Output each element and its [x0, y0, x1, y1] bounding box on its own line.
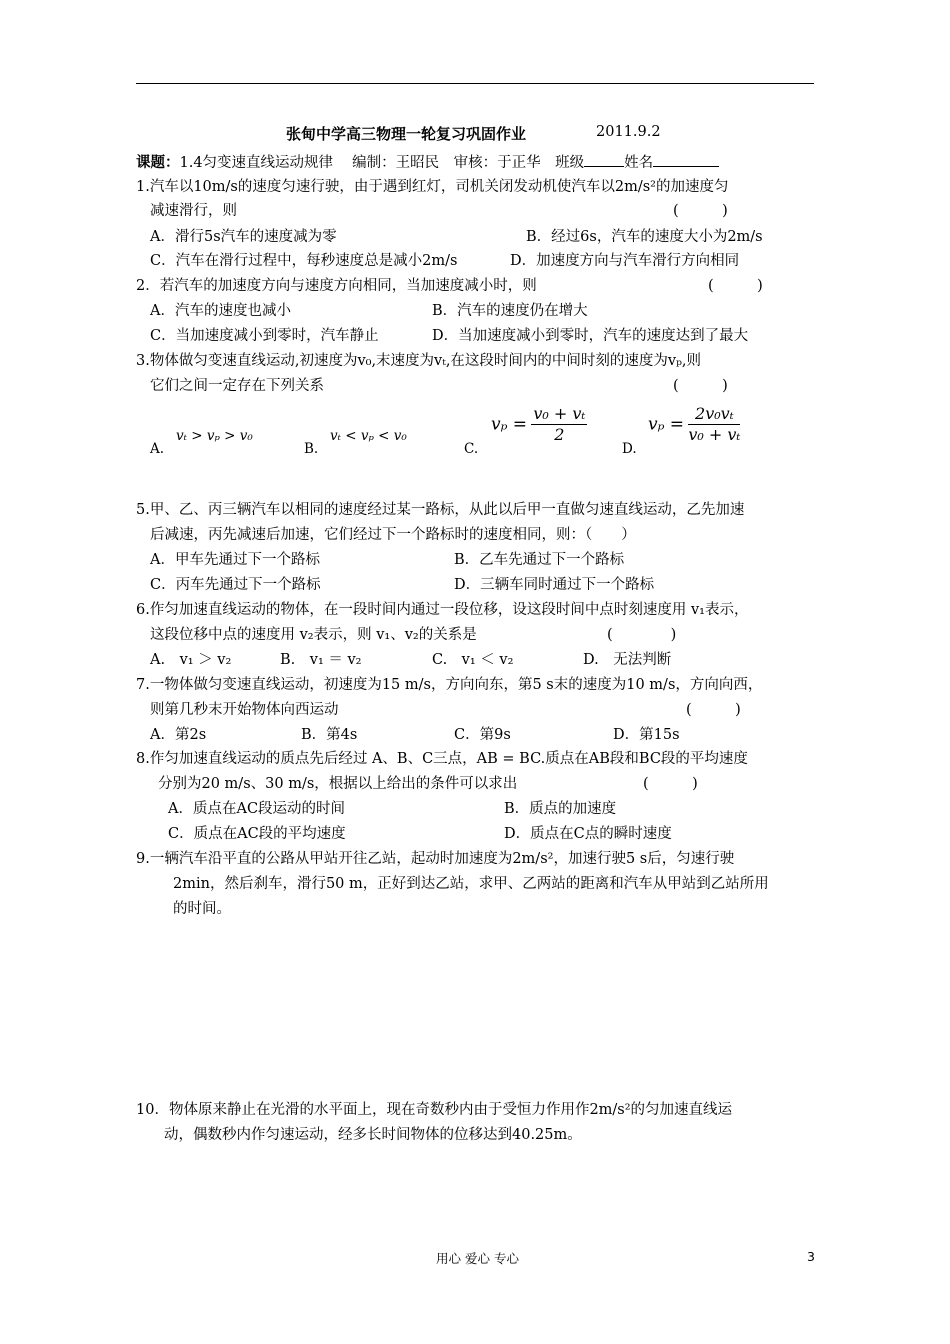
q9-line1: 9.一辆汽车沿平直的公路从甲站开往乙站，起动时加速度为2m/s²，加速行驶5 s后，匀速行驶: [136, 851, 735, 867]
q5-option-d: D．三辆车同时通过下一个路标: [454, 577, 655, 593]
q6-paren: ( ): [607, 627, 677, 643]
q6-option-a: A. v₁ ＞ v₂: [150, 652, 232, 668]
q3-option-c-label: C.: [464, 441, 479, 457]
q10-line2: 动，偶数秒内作匀速运动，经多长时间物体的位移达到40.25m。: [164, 1127, 582, 1143]
doc-date: 2011.9.2: [596, 124, 661, 140]
q5-option-b: B．乙车先通过下一个路标: [454, 552, 625, 568]
q5-option-a: A．甲车先通过下一个路标: [150, 552, 320, 568]
topic-line: [136, 152, 719, 173]
name-blank: [653, 152, 719, 167]
q5-option-c: C．丙车先通过下一个路标: [150, 577, 321, 593]
page-number: 3: [807, 1249, 815, 1264]
q2-paren: ( ): [708, 278, 763, 294]
q1-line2: 减速滑行，则: [150, 203, 237, 219]
q3-paren: ( ): [673, 378, 728, 394]
q2-option-b: B．汽车的速度仍在增大: [432, 303, 588, 319]
q3-option-c-formula: [491, 404, 587, 445]
q2-option-c: C．当加速度减小到零时，汽车静止: [150, 328, 379, 344]
q2-option-a: A．汽车的速度也减小: [150, 303, 291, 319]
q8-paren: ( ): [643, 776, 698, 792]
q3-line2: 它们之间一定存在下列关系: [150, 378, 324, 394]
q9-line2: 2min，然后刹车，滑行50 m，正好到达乙站，求甲、乙两站的距离和汽车从甲站到乙站所用: [173, 876, 769, 892]
q1-option-b: B．经过6s，汽车的速度大小为2m/s: [526, 229, 763, 245]
q3-c-denominator: 2: [554, 425, 565, 444]
topic-label: 课题：: [136, 155, 180, 171]
q3-d-numerator: 2v₀vₜ: [688, 404, 740, 425]
q3-c-numerator: v₀ + vₜ: [533, 404, 586, 423]
q5-line2: 后减速，丙先减速后加速，它们经过下一个路标时的速度相同，则：（ ）: [150, 527, 636, 543]
q8-option-a: A．质点在AC段运动的时间: [168, 801, 346, 817]
q3-d-denominator: v₀ + vₜ: [688, 425, 741, 444]
doc-title: 张甸中学高三物理一轮复习巩固作业: [286, 125, 527, 143]
header-rule: [136, 83, 814, 84]
q7-line2: 则第几秒末开始物体向西运动: [150, 702, 339, 718]
q8-option-b: B．质点的加速度: [504, 801, 617, 817]
q9-line3: 的时间。: [173, 901, 231, 917]
q3-option-b-formula: vₜ < vₚ < v₀: [330, 428, 407, 444]
q3-line1: 3.物体做匀变速直线运动,初速度为v₀,末速度为vₜ,在这段时间内的中间时刻的速度为vₚ,则: [136, 353, 702, 369]
q3-option-b-label: B.: [304, 441, 319, 457]
q1-line1: 1.汽车以10m/s的速度匀速行驶，由于遇到红灯，司机关闭发动机使汽车以2m/s²的加速度匀: [136, 179, 729, 195]
q1-option-d: D．加速度方向与汽车滑行方向相同: [510, 253, 740, 269]
q3-option-a-label: A.: [150, 441, 165, 457]
q3-c-fraction: [531, 404, 587, 445]
q6-option-b: B. v₁ ＝ v₂: [280, 652, 362, 668]
q7-line1: 7.一物体做匀变速直线运动，初速度为15 m/s，方向向东，第5 s末的速度为10 m/s，方向向西，: [136, 677, 763, 693]
q7-paren: ( ): [686, 702, 741, 718]
q8-line1: 8.作匀加速直线运动的质点先后经过 A、B、C三点，AB = BC.质点在AB段和BC段的平均速度: [136, 751, 748, 767]
q2-line1: 2．若汽车的加速度方向与速度方向相同，当加速度减小时，则: [136, 278, 537, 294]
class-blank: [584, 152, 624, 167]
q8-line2: 分别为20 m/s、30 m/s，根据以上给出的条件可以求出: [158, 776, 518, 792]
q8-option-d: D．质点在C点的瞬时速度: [504, 826, 672, 842]
q5-line1: 5.甲、乙、丙三辆汽车以相同的速度经过某一路标，从此以后甲一直做匀速直线运动，乙先加速: [136, 502, 745, 518]
q3-d-fraction: [688, 404, 740, 445]
q8-option-c: C．质点在AC段的平均速度: [168, 826, 346, 842]
q6-option-c: C. v₁ ＜ v₂: [432, 652, 514, 668]
q10-line1: 10．物体原来静止在光滑的水平面上，现在奇数秒内由于受恒力作用作2m/s²的匀加速直线运: [136, 1102, 733, 1118]
q3-option-a-formula: vₜ > vₚ > v₀: [176, 428, 253, 444]
q3-d-lhs: vₚ =: [648, 414, 685, 435]
q3-c-lhs: vₚ =: [491, 414, 528, 435]
q7-option-b: B．第4s: [301, 727, 358, 743]
q1-paren: ( ): [673, 203, 728, 219]
q6-option-d: D. 无法判断: [583, 652, 672, 668]
q2-option-d: D．当加速度减小到零时，汽车的速度达到了最大: [432, 328, 749, 344]
topic-text: 1.4匀变速直线运动规律 编制：王昭民 审核：于正华 班级: [179, 155, 585, 171]
q3-option-d-label: D.: [622, 441, 637, 457]
name-label: 姓名: [624, 155, 654, 171]
footer-slogan: 用心 爱心 专心: [436, 1251, 519, 1266]
q7-option-c: C．第9s: [454, 727, 511, 743]
q1-option-c: C．汽车在滑行过程中，每秒速度总是减小2m/s: [150, 253, 458, 269]
q6-line1: 6.作匀加速直线运动的物体，在一段时间内通过一段位移，设这段时间中点时刻速度用 v₁表示，: [136, 602, 749, 618]
q7-option-d: D．第15s: [613, 727, 680, 743]
q1-option-a: A．滑行5s汽车的速度减为零: [150, 229, 337, 245]
q6-line2: 这段位移中点的速度用 v₂表示，则 v₁、v₂的关系是: [150, 627, 477, 643]
q3-option-d-formula: [648, 404, 740, 445]
q7-option-a: A．第2s: [150, 727, 207, 743]
